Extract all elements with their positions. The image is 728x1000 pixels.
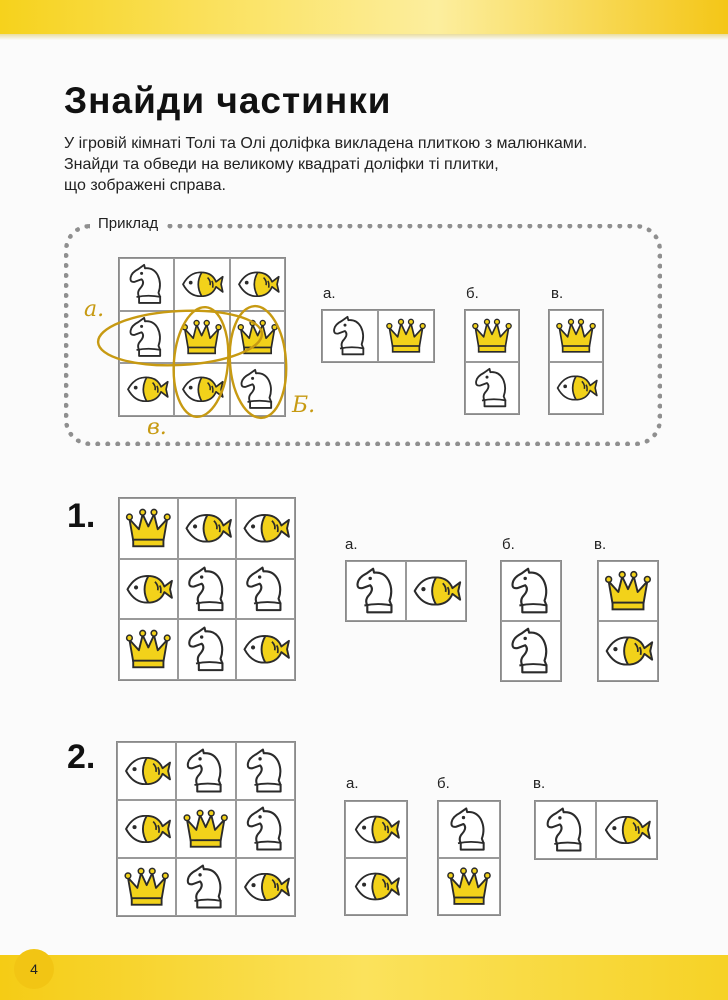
task-1-grid-tile-fish-icon[interactable] [178, 498, 237, 559]
example-option-c-tile-crown-icon[interactable] [549, 310, 603, 362]
task-2-grid-tile-crown-icon[interactable] [117, 858, 176, 916]
task-1-option-a-tile-horse-icon[interactable] [346, 561, 406, 621]
task-1-option-a-label: а. [345, 536, 358, 553]
task-1-grid-tile-horse-icon[interactable] [236, 559, 295, 620]
task-2-option-a-label: а. [346, 775, 359, 792]
handwritten-mark-a: а. [84, 297, 105, 322]
task-1-grid-tile-fish-icon[interactable] [236, 619, 295, 680]
example-grid-tile-fish-icon[interactable] [174, 258, 229, 311]
task-1-option-c-tile-crown-icon[interactable] [598, 561, 658, 621]
task-1-option-a-tiles [345, 560, 467, 622]
top-color-band [0, 0, 728, 34]
task-1-grid-tile-horse-icon[interactable] [178, 559, 237, 620]
task-1-grid-tile-fish-icon[interactable] [236, 498, 295, 559]
task-1-option-b-tile-horse-icon[interactable] [501, 561, 561, 621]
example-grid-tile-fish-icon[interactable] [230, 258, 285, 311]
example-floor-grid [118, 257, 286, 417]
task-1-grid-tile-crown-icon[interactable] [119, 498, 178, 559]
task-1-option-b-tile-horse-icon[interactable] [501, 621, 561, 681]
example-grid-tile-crown-icon[interactable] [174, 311, 229, 364]
handwritten-mark-c: в. [147, 415, 167, 440]
instruction-line-2: Знайди та обведи на великому квадраті доліфки ті плитки, [64, 156, 499, 173]
task-1-floor-grid [118, 497, 296, 681]
example-option-c-label: в. [551, 285, 564, 302]
example-option-b-tile-crown-icon[interactable] [465, 310, 519, 362]
task-1-option-c-tiles [597, 560, 659, 682]
task-2-floor-grid [116, 741, 296, 917]
task-2-option-b-tile-crown-icon[interactable] [438, 858, 500, 915]
example-option-b-tiles [464, 309, 520, 415]
task-2-number: 2. [67, 738, 96, 776]
task-2-grid-tile-horse-icon[interactable] [236, 742, 295, 800]
task-2-grid-tile-crown-icon[interactable] [176, 800, 235, 858]
task-2-option-a-tile-fish-icon[interactable] [345, 858, 407, 915]
instructions [64, 133, 704, 196]
task-2-option-c-label: в. [533, 775, 546, 792]
task-2-grid-tile-horse-icon[interactable] [176, 742, 235, 800]
page-title: Знайди частинки [64, 80, 392, 121]
example-grid-tile-horse-icon[interactable] [230, 363, 285, 416]
page-number: 4 [14, 949, 54, 989]
task-2-option-b-label: б. [437, 775, 450, 792]
example-label: Приклад [90, 215, 166, 232]
example-option-c-tile-fish-icon[interactable] [549, 362, 603, 414]
instruction-line-3: що зображені справа. [64, 177, 226, 194]
task-2-option-c-tiles [534, 800, 658, 860]
task-2-option-b-tile-horse-icon[interactable] [438, 801, 500, 858]
task-1-option-c-label: в. [594, 536, 607, 553]
task-1-number: 1. [67, 497, 96, 535]
instruction-line-1: У ігровій кімнаті Толі та Олі доліфка викладена плиткою з малюнками. [64, 135, 588, 152]
example-grid-tile-fish-icon[interactable] [174, 363, 229, 416]
handwritten-mark-b: Б. [292, 393, 316, 418]
example-option-c-tiles [548, 309, 604, 415]
task-2-grid-tile-horse-icon[interactable] [236, 800, 295, 858]
task-1-grid-tile-fish-icon[interactable] [119, 559, 178, 620]
task-2-option-c-tile-horse-icon[interactable] [535, 801, 596, 859]
example-grid-tile-fish-icon[interactable] [119, 363, 174, 416]
task-2-option-c-tile-fish-icon[interactable] [596, 801, 657, 859]
example-option-b-tile-horse-icon[interactable] [465, 362, 519, 414]
task-2-grid-tile-fish-icon[interactable] [117, 742, 176, 800]
example-option-a-tile-horse-icon[interactable] [322, 310, 378, 362]
task-1-option-a-tile-fish-icon[interactable] [406, 561, 466, 621]
task-2-grid-tile-fish-icon[interactable] [117, 800, 176, 858]
task-2-grid-tile-fish-icon[interactable] [236, 858, 295, 916]
task-2-option-a-tiles [344, 800, 408, 916]
bottom-color-band [0, 955, 728, 1000]
example-grid-tile-horse-icon[interactable] [119, 311, 174, 364]
example-grid-tile-horse-icon[interactable] [119, 258, 174, 311]
task-2-option-b-tiles [437, 800, 501, 916]
task-1-option-b-label: б. [502, 536, 515, 553]
example-option-a-tile-crown-icon[interactable] [378, 310, 434, 362]
example-option-a-label: а. [323, 285, 336, 302]
task-1-grid-tile-crown-icon[interactable] [119, 619, 178, 680]
example-grid-tile-crown-icon[interactable] [230, 311, 285, 364]
example-option-a-tiles [321, 309, 435, 363]
example-option-b-label: б. [466, 285, 479, 302]
task-2-grid-tile-horse-icon[interactable] [176, 858, 235, 916]
task-2-option-a-tile-fish-icon[interactable] [345, 801, 407, 858]
task-1-grid-tile-horse-icon[interactable] [178, 619, 237, 680]
task-1-option-b-tiles [500, 560, 562, 682]
task-1-option-c-tile-fish-icon[interactable] [598, 621, 658, 681]
